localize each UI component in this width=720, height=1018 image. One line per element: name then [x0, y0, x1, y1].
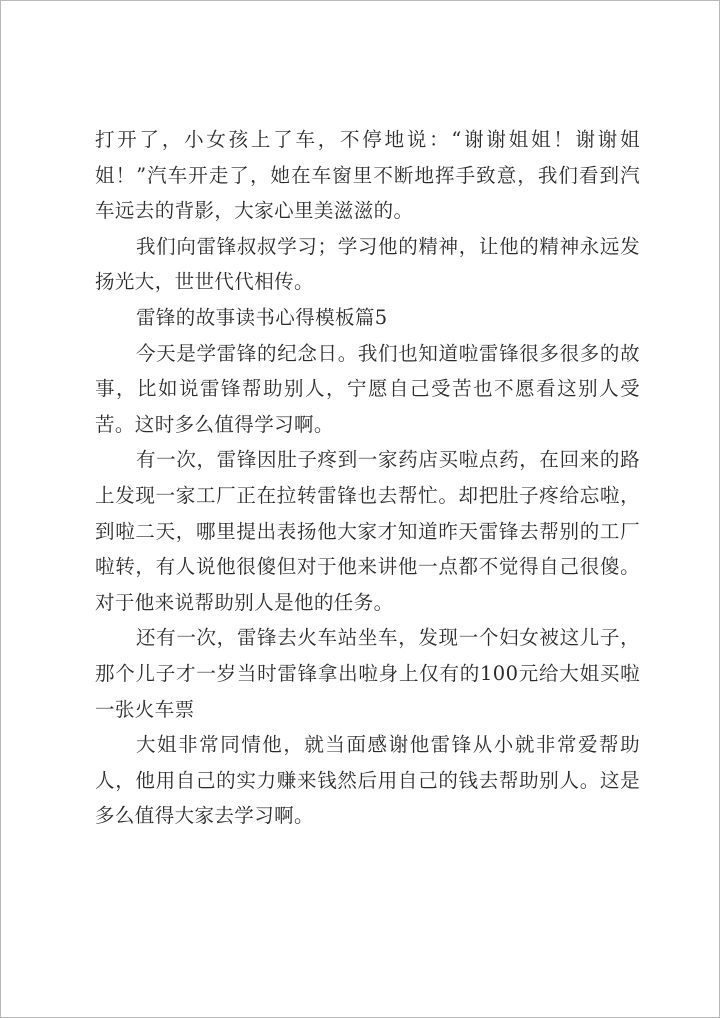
paragraph-pharmacy-story: 有一次，雷锋因肚子疼到一家药店买啦点药，在回来的路上发现一家工厂正在拉转雷锋也去帮忙。却把肚子疼给忘啦，到啦二天，哪里提出表扬他大家才知道昨天雷锋去帮别的工厂啦转，有人说他很傻但对于他来讲他一点都不觉得自己很傻。对于他来说帮助别人是他的任务。 — [95, 448, 640, 614]
paragraph-conclusion: 大姐非常同情他，就当面感谢他雷锋从小就非常爱帮助人，他用自己的实力赚来钱然后用自己的钱去帮助别人。这是多么值得大家去学习啊。 — [95, 733, 640, 828]
paragraph-train-station-story: 还有一次，雷锋去火车站坐车，发现一个妇女被这儿子，那个儿子才一岁当时雷锋拿出啦身上仅有的100元给大姐买啦一张火车票 — [95, 626, 640, 721]
paragraph-memorial-day: 今天是学雷锋的纪念日。我们也知道啦雷锋很多很多的故事，比如说雷锋帮助别人，宁愿自己受苦也不愿看这别人受苦。这时多么值得学习啊。 — [95, 341, 640, 436]
section-heading: 雷锋的故事读书心得模板篇5 — [136, 305, 388, 329]
document-body — [95, 122, 640, 834]
paragraph-learn-from-lei-feng: 我们向雷锋叔叔学习；学习他的精神，让他的精神永远发扬光大，世世代代相传。 — [95, 234, 640, 294]
paragraph-continuation: 打开了，小女孩上了车，不停地说：“谢谢姐姐！谢谢姐姐！”汽车开走了，她在车窗里不断地挥手致意，我们看到汽车远去的背影，大家心里美滋滋的。 — [95, 128, 640, 223]
